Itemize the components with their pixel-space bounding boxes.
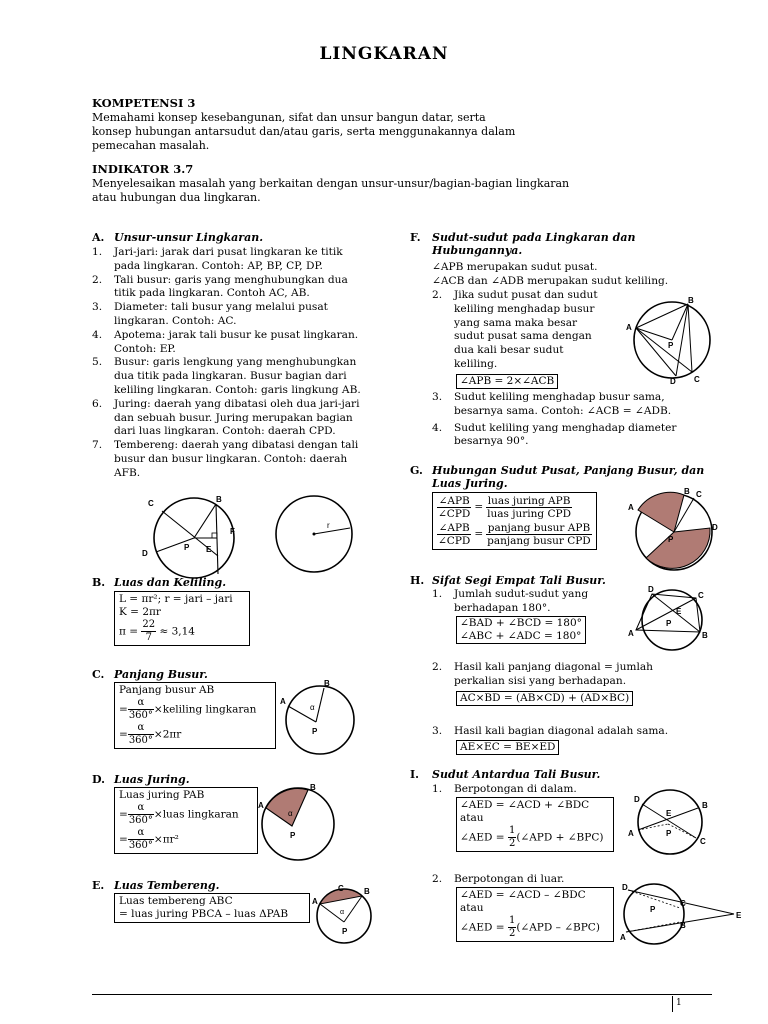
- point-label: A: [312, 897, 318, 906]
- fraction-den: 7: [145, 632, 152, 643]
- fraction-num: luas juring APB: [487, 495, 571, 507]
- point-label: C: [698, 591, 704, 600]
- point-label: P: [666, 619, 672, 628]
- point-label: P: [184, 543, 190, 552]
- point-label: D: [648, 586, 654, 594]
- item-number: 3.: [432, 725, 443, 737]
- point-label: E: [206, 545, 212, 554]
- item-number: 2.: [92, 273, 103, 286]
- list-item: [92, 329, 392, 357]
- list-item: [92, 246, 392, 274]
- formula-text: ×πr²: [153, 833, 179, 846]
- item-number: 2.: [432, 873, 443, 885]
- footer-line: [92, 994, 712, 995]
- page-number: 1: [676, 998, 682, 1008]
- section-h-heading: [410, 574, 606, 587]
- section-e-heading: [92, 879, 219, 892]
- section-letter: I.: [410, 768, 419, 781]
- fraction: [437, 522, 471, 547]
- indikator-heading: INDIKATOR 3.7: [92, 162, 194, 176]
- point-label: B: [702, 631, 708, 640]
- formula-line: [119, 722, 271, 747]
- section-title: Sudut Antardua Tali Busur.: [432, 768, 601, 781]
- point-label: A: [620, 933, 626, 942]
- formula-line: [119, 827, 253, 852]
- point-label: D: [142, 549, 148, 558]
- point-label: E: [736, 911, 742, 920]
- fraction-den: luas juring CPD: [487, 508, 571, 520]
- item-line: Hasil kali bagian diagonal adalah sama.: [454, 725, 669, 737]
- fraction: [128, 827, 154, 852]
- fraction-den: 2: [508, 838, 516, 849]
- inner-chords-figure: [622, 786, 716, 860]
- formula-line: atau: [460, 812, 484, 824]
- section-title: Luas dan Keliling.: [114, 576, 227, 589]
- formula-text: =: [474, 528, 484, 540]
- item-number: 1.: [92, 246, 103, 258]
- item-line: yang sama maka besar: [454, 316, 578, 329]
- point-label: B: [688, 296, 694, 305]
- formula-text: =: [119, 808, 128, 821]
- section-letter: D.: [92, 773, 105, 786]
- formula-box-central-angle: ∠APB = 2×∠ACB: [456, 374, 558, 389]
- formula-line: [437, 522, 592, 547]
- item-line: Sudut keliling menghadap busur sama,: [454, 391, 665, 403]
- item-line: berhadapan 180°.: [454, 601, 551, 614]
- item-line: Diameter: tali busur yang melalui pusat: [114, 301, 328, 314]
- radius-figure: [272, 492, 362, 576]
- item-line: pada lingkaran. Contoh: AP, BP, CP, DP.: [114, 259, 323, 272]
- point-label: P: [666, 829, 672, 838]
- point-label: C: [148, 499, 154, 508]
- point-label: A: [280, 697, 286, 706]
- angle-label: α: [310, 703, 315, 712]
- section-b-heading: [92, 576, 226, 589]
- section-title-cont: Luas Juring.: [432, 477, 508, 490]
- text-line: ∠ACB dan ∠ADB merupakan sudut keliling.: [432, 274, 669, 287]
- item-line: Sudut keliling yang menghadap diameter: [454, 421, 677, 434]
- section-c-heading: [92, 668, 208, 681]
- item-line: besarnya sama. Contoh: ∠ACB = ∠ADB.: [454, 404, 672, 417]
- item-line: sudut pusat sama dengan: [454, 330, 592, 343]
- item-line: Tembereng: daerah yang dibatasi dengan tali: [114, 439, 359, 452]
- item-line: dua titik pada lingkaran. Busur bagian dari: [114, 370, 347, 383]
- point-label: D: [712, 523, 718, 532]
- item-line: Busur: garis lengkung yang menghubungkan: [114, 356, 357, 369]
- section-h-item3: [432, 725, 722, 739]
- section-d-heading: [92, 773, 190, 786]
- list-item: [432, 391, 722, 419]
- item-line: Contoh: EP.: [114, 342, 176, 355]
- list-item: [92, 439, 392, 480]
- point-label: B: [680, 921, 686, 930]
- fraction: [128, 722, 154, 747]
- indikator-line: atau hubungan dua lingkaran.: [92, 191, 261, 204]
- fraction-den: 360°: [128, 710, 153, 721]
- point-label: P: [290, 831, 296, 840]
- item-number: 1.: [432, 783, 443, 795]
- heading-line: [410, 231, 714, 244]
- item-number: 1.: [432, 588, 443, 600]
- cyclic-quadrilateral-figure: [626, 586, 720, 656]
- point-label: F: [230, 527, 235, 536]
- fraction-den: 360°: [128, 840, 153, 851]
- item-line: dua kali besar sudut: [454, 344, 564, 357]
- indikator-line: Menyelesaikan masalah yang berkaitan dengan unsur-unsur/bagian-bagian lingkaran: [92, 177, 570, 190]
- point-label: P: [342, 927, 348, 936]
- radius-label: r: [327, 521, 330, 530]
- item-number: 4.: [92, 328, 103, 341]
- indikator-text: [92, 177, 569, 205]
- point-label: C: [700, 837, 706, 846]
- formula-text: =: [474, 501, 484, 513]
- angle-label: α: [340, 909, 345, 916]
- item-line: besarnya 90°.: [454, 435, 529, 448]
- formula-box-sector: [114, 787, 258, 854]
- fraction-num: 1: [508, 915, 516, 926]
- formula-text: =: [119, 833, 128, 846]
- fraction: [486, 522, 592, 547]
- formula-line: [437, 495, 592, 520]
- heading-line: [410, 464, 720, 477]
- item-number: 2.: [432, 289, 443, 301]
- formula-line: = luas juring PBCA – luas ΔPAB: [119, 908, 289, 920]
- kompetensi-line: pemecahan masalah.: [92, 139, 210, 152]
- point-label: C: [694, 375, 700, 384]
- section-i-heading: [410, 768, 600, 781]
- inscribed-angle-figure: [624, 296, 718, 386]
- formula-text: (∠APD – ∠BPC): [516, 921, 600, 934]
- fraction-den: ∠CPD: [438, 535, 471, 547]
- point-label: D: [670, 377, 676, 386]
- point-label: A: [628, 503, 634, 512]
- fraction-num: α: [128, 802, 154, 815]
- formula-line: ∠ABC + ∠ADC = 180°: [460, 630, 582, 642]
- fraction-den: 360°: [128, 735, 153, 746]
- point-label: B: [364, 887, 370, 896]
- item-line: keliling menghadap busur: [454, 302, 595, 315]
- list-item: [432, 783, 632, 797]
- fraction-num: α: [128, 697, 154, 710]
- item-line: Tali busur: garis yang menghubungkan dua: [114, 273, 348, 286]
- section-i-item2: [432, 873, 632, 887]
- point-label: B: [310, 783, 316, 792]
- point-label: A: [258, 801, 264, 810]
- fraction: [437, 495, 471, 520]
- section-letter: E.: [92, 879, 105, 892]
- formula-line: Luas juring PAB: [119, 789, 205, 801]
- formula-line: Luas tembereng ABC: [119, 895, 233, 907]
- sector-figure: [256, 780, 340, 866]
- section-title: Sudut-sudut pada Lingkaran dan: [432, 231, 636, 244]
- formula-line: [460, 825, 610, 850]
- formula-text: ∠AED =: [460, 921, 505, 934]
- item-line: Berpotongan di dalam.: [454, 783, 577, 795]
- item-line: Jumlah sudut-sudut yang: [454, 588, 589, 600]
- formula-line: [460, 915, 610, 940]
- formula-line: [119, 619, 245, 644]
- formula-text: =: [119, 703, 128, 716]
- section-a-heading: [92, 231, 263, 244]
- point-label: D: [634, 795, 640, 804]
- list-item: [432, 588, 622, 616]
- section-title: Hubungan Sudut Pusat, Panjang Busur, dan: [432, 464, 705, 477]
- list-item: [432, 725, 722, 739]
- list-item: [432, 289, 622, 372]
- point-label: A: [626, 323, 632, 332]
- formula-line: Panjang busur AB: [119, 684, 215, 696]
- section-i-item1: [432, 783, 632, 797]
- section-f-items: [432, 391, 722, 449]
- formula-box-outer-intersection: [456, 887, 614, 942]
- list-item: [432, 661, 722, 689]
- formula-text: ×luas lingkaran: [153, 808, 239, 821]
- item-number: 2.: [432, 661, 443, 673]
- segment-figure: [308, 882, 380, 946]
- list-item: [432, 422, 722, 450]
- formula-text: =: [119, 728, 128, 741]
- formula-line: atau: [460, 902, 484, 914]
- formula-text: ×keliling lingkaran: [153, 703, 257, 716]
- section-title: Luas Tembereng.: [114, 879, 220, 892]
- fraction: [141, 619, 156, 644]
- item-number: 7.: [92, 439, 103, 452]
- fraction-num: α: [128, 722, 154, 735]
- section-title: Unsur-unsur Lingkaran.: [114, 231, 264, 244]
- section-letter: B.: [92, 576, 106, 589]
- fraction-num: panjang busur APB: [487, 522, 591, 534]
- point-label: B: [324, 680, 330, 688]
- point-label: C: [696, 490, 702, 499]
- angle-label: α: [288, 809, 293, 818]
- outer-chords-figure: [616, 880, 746, 946]
- heading-main: [410, 231, 635, 244]
- item-number: 6.: [92, 397, 103, 410]
- item-line: titik pada lingkaran. Contoh AC, AB.: [114, 287, 310, 300]
- point-label: P: [668, 341, 674, 350]
- formula-text: π =: [119, 625, 139, 638]
- formula-line: ∠BAD + ∠BCD = 180°: [460, 617, 582, 629]
- formula-line: [119, 802, 253, 827]
- section-letter: F.: [410, 231, 421, 244]
- point-label: E: [676, 607, 682, 616]
- text-line: ∠APB merupakan sudut pusat.: [432, 261, 598, 273]
- point-label: P: [650, 905, 656, 914]
- fraction: [128, 802, 154, 827]
- formula-box-diagonal-parts: AE×EC = BE×ED: [456, 740, 559, 755]
- item-line: lingkaran. Contoh: AC.: [114, 314, 237, 327]
- item-line: Juring: daerah yang dibatasi oleh dua jari-jari: [114, 397, 360, 410]
- section-title: Luas Juring.: [114, 773, 190, 786]
- item-line: perkalian sisi yang berhadapan.: [454, 674, 627, 687]
- kompetensi-line: konsep hubungan antarsudut dan/atau garis, serta menggunakannya dalam: [92, 125, 516, 138]
- formula-line: ∠AED = ∠ACD – ∠BDC: [460, 889, 586, 901]
- formula-box-arc: [114, 682, 276, 749]
- item-line: Jika sudut pusat dan sudut: [454, 289, 598, 301]
- point-label: B: [216, 495, 222, 504]
- fraction-den: ∠CPD: [438, 508, 471, 520]
- list-item: [92, 356, 392, 397]
- formula-box-opposite-angles: [456, 616, 586, 644]
- section-title: Panjang Busur.: [114, 668, 208, 681]
- section-letter: A.: [92, 231, 105, 244]
- formula-line: K = 2πr: [119, 606, 161, 618]
- formula-box-inner-intersection: [456, 797, 614, 852]
- formula-box-area: [114, 591, 250, 646]
- section-f-item2: [432, 289, 622, 372]
- item-line: AFB.: [114, 466, 141, 479]
- kompetensi-line: Memahami konsep kesebangunan, sifat dan unsur bangun datar, serta: [92, 111, 486, 124]
- formula-box-proportion: [432, 492, 597, 550]
- sector-ratio-figure: [626, 486, 718, 576]
- section-letter: H.: [410, 574, 425, 587]
- kompetensi-heading: KOMPETENSI 3: [92, 96, 196, 110]
- item-line: Jari-jari: jarak dari pusat lingkaran ke titik: [114, 246, 343, 258]
- list-item: [92, 301, 392, 329]
- point-label: P: [668, 535, 674, 544]
- fraction-num: α: [128, 827, 154, 840]
- item-line: Berpotongan di luar.: [454, 873, 565, 885]
- section-title: Sifat Segi Empat Tali Busur.: [432, 574, 606, 587]
- item-number: 3.: [92, 301, 103, 314]
- footer-divider: [672, 996, 673, 1012]
- item-number: 3.: [432, 391, 443, 403]
- formula-text: ∠AED =: [460, 831, 505, 844]
- point-label: E: [666, 809, 672, 818]
- fraction-num: 1: [508, 825, 516, 836]
- kompetensi-text: [92, 111, 515, 153]
- item-line: keliling lingkaran. Contoh: garis lingkung AB.: [114, 383, 361, 396]
- fraction: [128, 697, 154, 722]
- list-item: [92, 274, 392, 302]
- page-title: LINGKARAN: [319, 44, 449, 64]
- fraction-num: ∠APB: [438, 495, 470, 507]
- list-item: [432, 873, 632, 887]
- fraction-den: 360°: [128, 815, 153, 826]
- fraction-num: 22: [142, 619, 156, 630]
- formula-text: (∠APD + ∠BPC): [516, 831, 604, 844]
- point-label: D: [622, 883, 628, 892]
- point-label: A: [628, 829, 634, 838]
- fraction: [486, 495, 572, 520]
- circle-elements-figure: [136, 492, 254, 582]
- section-a-list: [92, 246, 392, 481]
- section-h-item1: [432, 588, 622, 616]
- point-label: C: [680, 899, 686, 908]
- item-number: 4.: [432, 421, 443, 434]
- point-label: P: [312, 727, 318, 736]
- arc-figure: [278, 680, 358, 760]
- formula-box-ptolemy: AC×BD = (AB×CD) + (AD×BC): [456, 691, 633, 706]
- formula-box-segment: [114, 893, 310, 923]
- item-line: Hasil kali panjang diagonal = jumlah: [454, 661, 653, 673]
- fraction-den: 2: [508, 928, 516, 939]
- formula-text: ×2πr: [153, 728, 182, 741]
- point-label: C: [338, 884, 344, 893]
- section-h-item2: [432, 661, 722, 689]
- fraction-num: ∠APB: [438, 522, 470, 534]
- section-letter: G.: [410, 464, 423, 477]
- fraction-den: panjang busur CPD: [487, 535, 591, 547]
- list-item: [92, 398, 392, 439]
- point-label: B: [702, 801, 708, 810]
- formula-line: ∠AED = ∠ACD + ∠BDC: [460, 799, 590, 811]
- item-line: dari luas lingkaran. Contoh: daerah CPD.: [114, 425, 336, 438]
- item-line: dan sebuah busur. Juring merupakan bagian: [114, 411, 353, 424]
- formula-text: ≈ 3,14: [159, 625, 195, 638]
- formula-line: L = πr²; r = jari – jari: [119, 593, 233, 605]
- section-title-cont: Hubungannya.: [432, 244, 523, 257]
- item-line: Apotema: jarak tali busur ke pusat lingkaran.: [114, 328, 359, 341]
- section-f-heading: [410, 231, 714, 257]
- item-number: 5.: [92, 356, 103, 369]
- point-label: A: [628, 629, 634, 638]
- formula-line: [119, 697, 271, 722]
- section-letter: C.: [92, 668, 105, 681]
- item-line: keliling.: [454, 357, 498, 370]
- section-f-intro: [432, 261, 732, 289]
- item-line: busur dan busur lingkaran. Contoh: daerah: [114, 452, 348, 465]
- point-label: B: [684, 487, 690, 496]
